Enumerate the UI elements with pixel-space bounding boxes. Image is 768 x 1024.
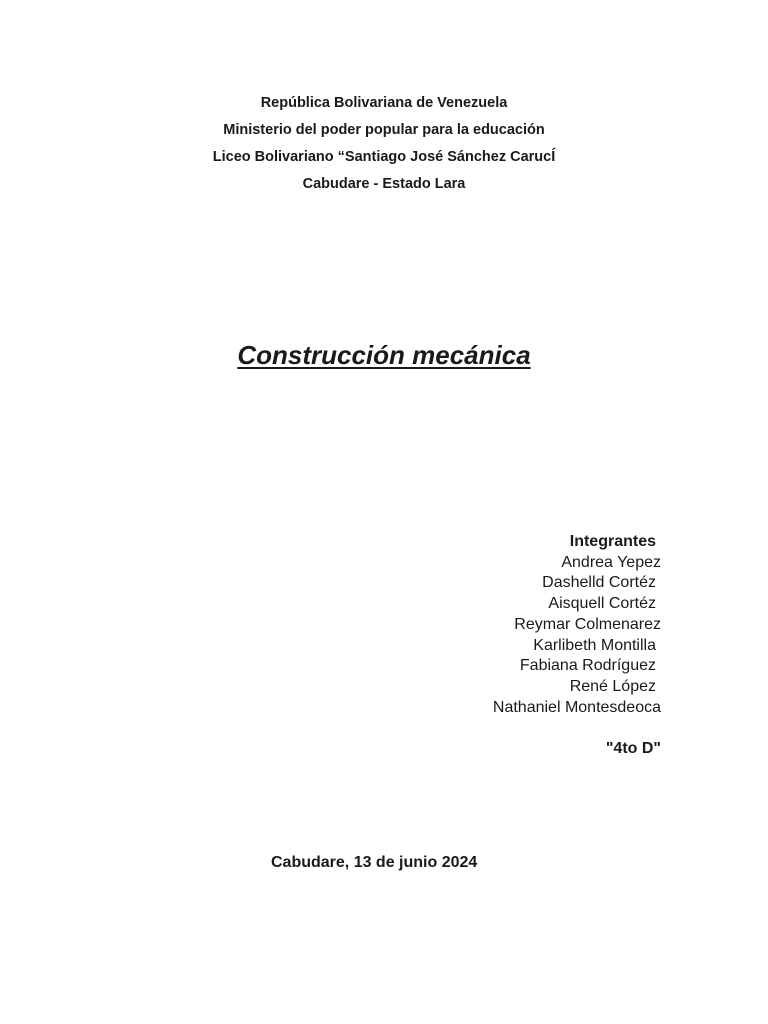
header-ministry: Ministerio del poder popular para la educación [223,122,545,138]
class-group: "4to D" [605,740,661,757]
place-and-date: Cabudare, 13 de junio 2024 [271,854,478,871]
header-country: República Bolivariana de Venezuela [260,95,508,111]
member-name: Dashelld Cortéz [542,574,656,592]
header-location: Cabudare - Estado Lara [302,176,466,192]
institution-header [0,90,768,198]
member-name: Karlibeth Montilla [533,636,656,654]
member-name: René López [569,678,656,696]
member-name: Reymar Colmenarez [514,615,661,633]
members-list [493,532,661,719]
header-school: Liceo Bolivariano “Santiago José Sánchez CarucÍ [212,149,556,165]
member-name: Aisquell Cortéz [548,595,656,613]
document-title: Construcción mecánica [237,340,531,370]
members-heading: Integrantes [569,533,656,550]
member-name: Fabiana Rodríguez [519,657,656,675]
member-name: Nathaniel Montesdeoca [492,699,661,717]
member-name: Andrea Yepez [561,553,661,571]
